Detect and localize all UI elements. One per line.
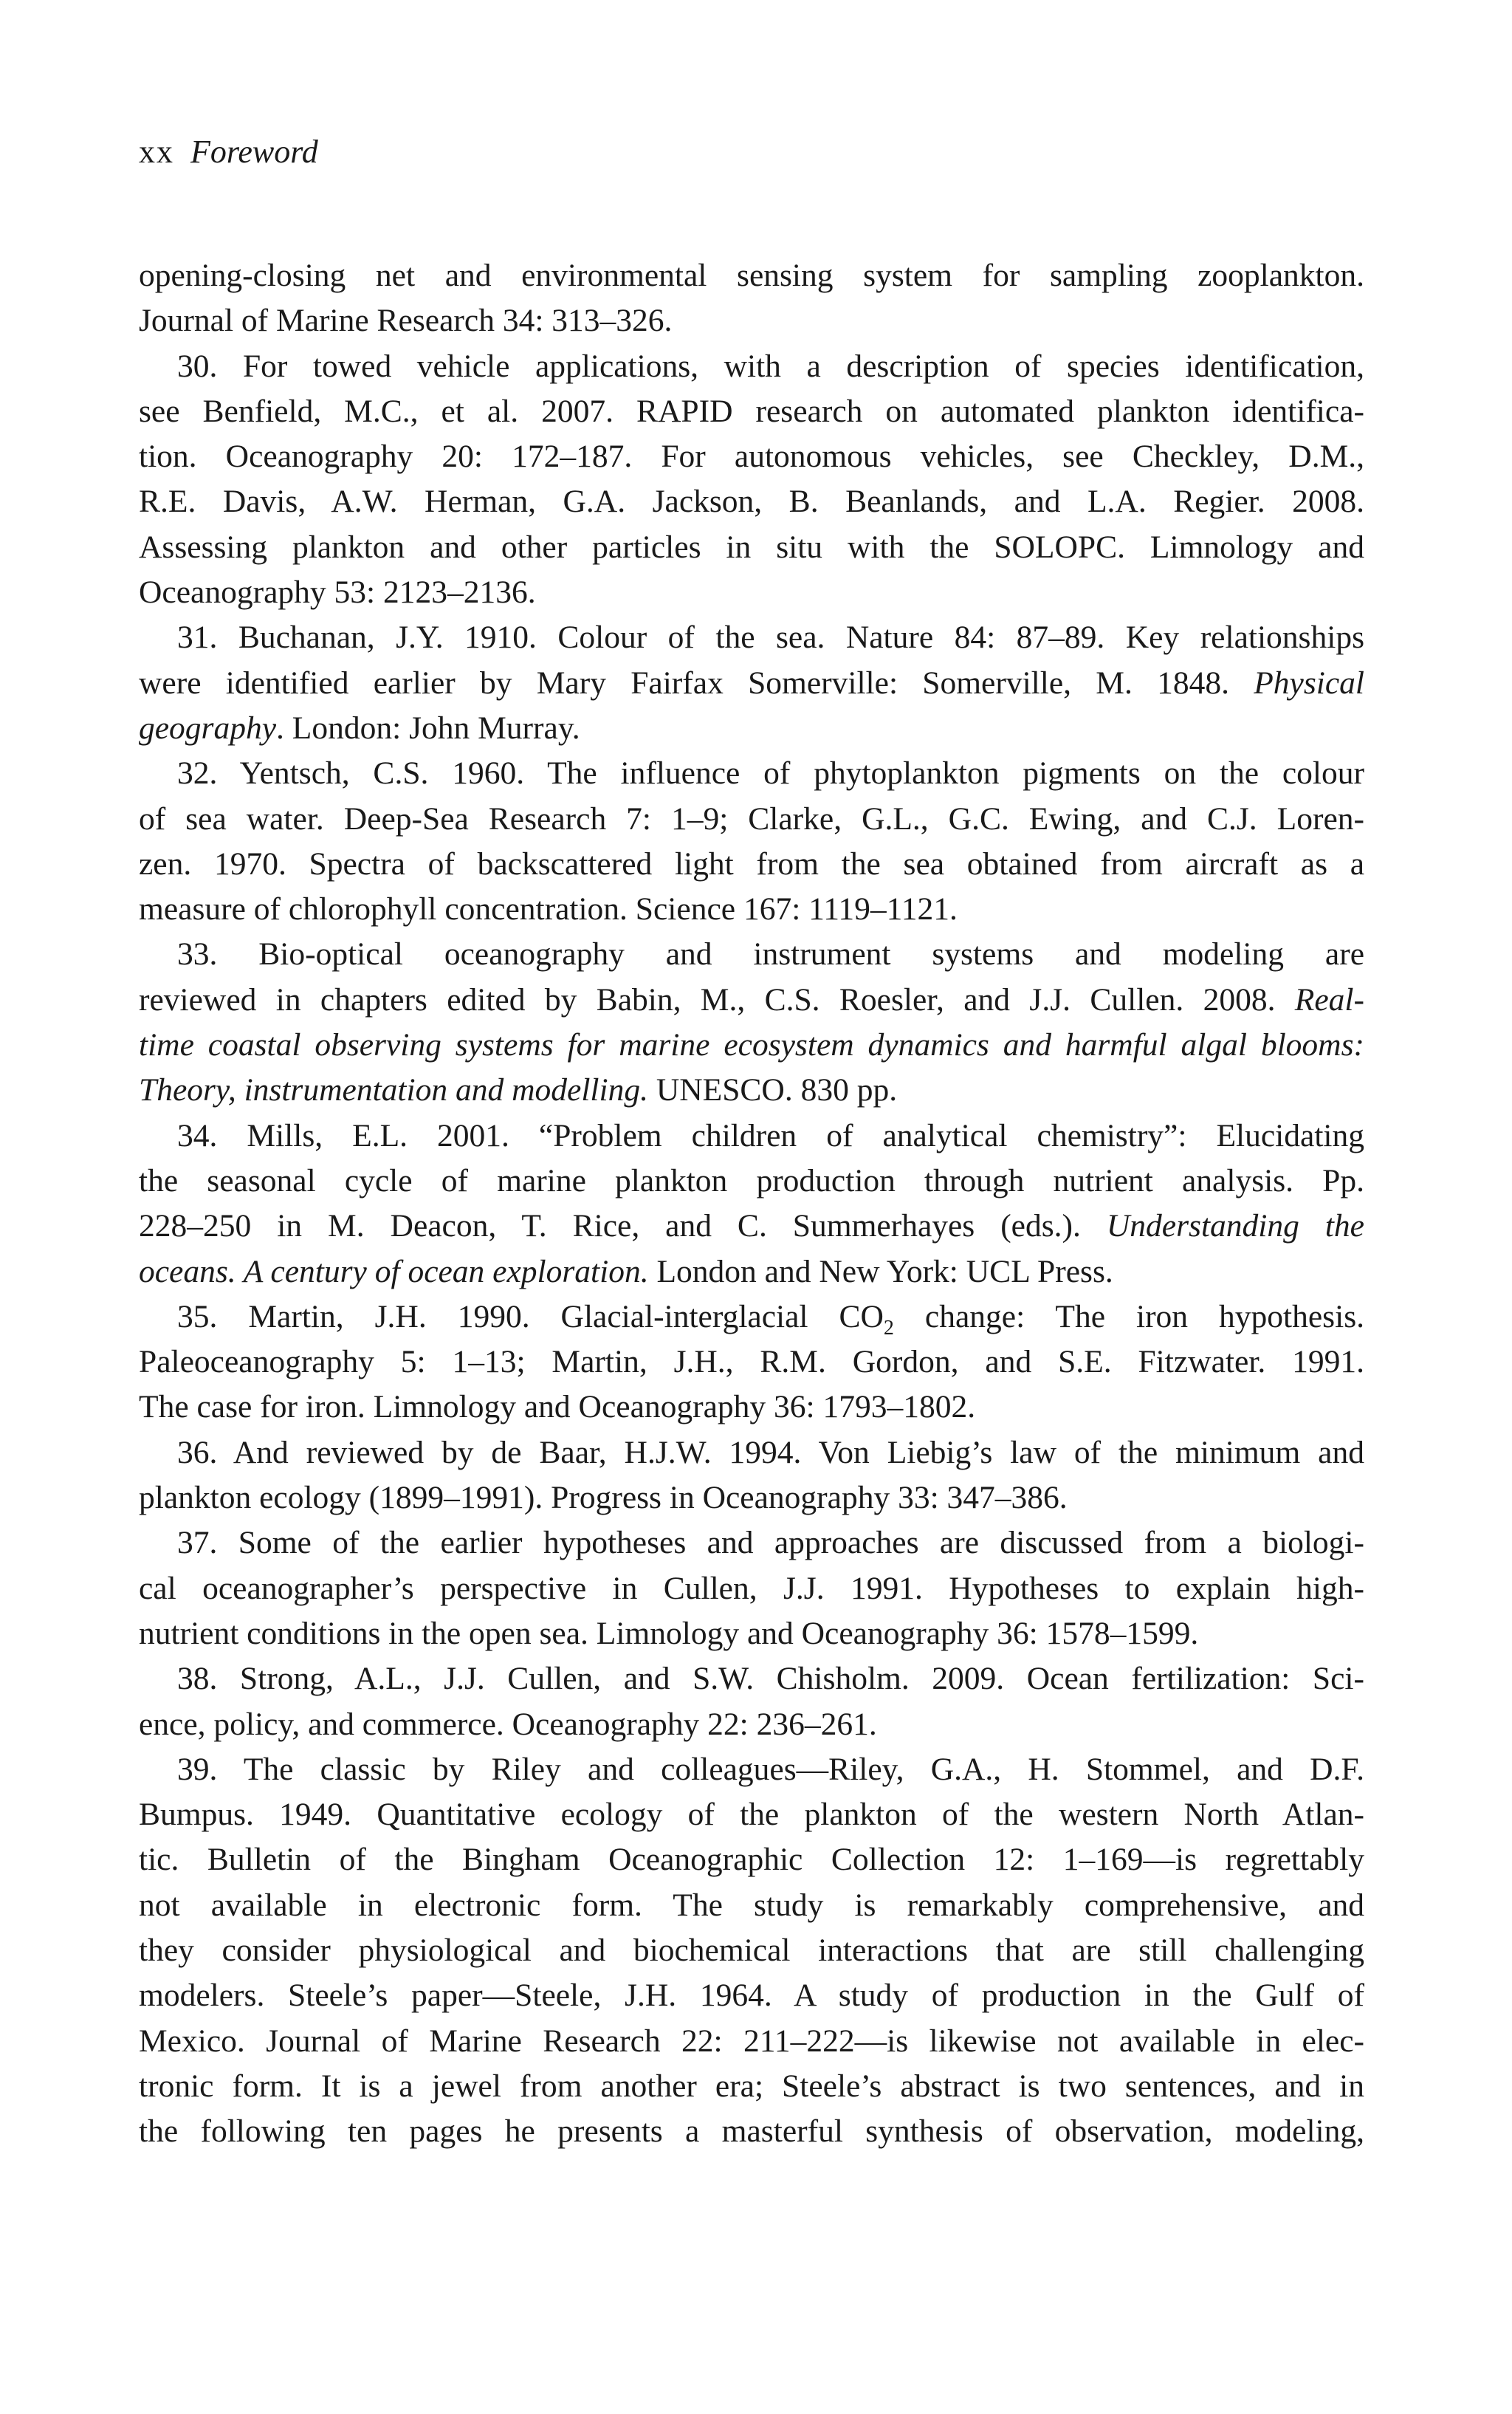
text-segment: 33. Bio-optical oceanography and instrument systems and modeling are [177, 936, 1364, 973]
text-line [139, 1023, 1364, 1068]
text-segment: London and New York: UCL Press. [648, 1253, 1113, 1289]
text-segment: Oceanography 53: 2123–2136. [139, 575, 536, 611]
text-segment: Bumpus. 1949. Quantitative ecology of the plankton of the western North Atlan- [139, 1797, 1364, 1833]
italic-text: oceans. A century of ocean exploration. [139, 1253, 649, 1289]
italic-text: Theory, instrumentation and modelling. [139, 1072, 648, 1108]
text-line [139, 1430, 1364, 1475]
text-segment: nutrient conditions in the open sea. Limnology and Oceanography 36: 1578–1599. [139, 1615, 1199, 1651]
text-segment: tion. Oceanography 20: 172–187. For autonomous vehicles, see Checkley, D.M., [139, 439, 1364, 475]
text-line [139, 570, 1364, 615]
text-line [139, 1068, 1364, 1113]
text-line [139, 525, 1364, 570]
text-line [139, 1611, 1364, 1656]
text-segment: The case for iron. Limnology and Oceanography 36: 1793–1802. [139, 1389, 976, 1425]
text-line [139, 1475, 1364, 1520]
text-line [139, 2064, 1364, 2109]
text-line [139, 1973, 1364, 2018]
text-segment: 35. Martin, J.H. 1990. Glacial-interglacial CO [177, 1298, 884, 1334]
text-line [139, 615, 1364, 660]
subscript-text: 2 [883, 1316, 894, 1340]
italic-text: time coastal observing systems for marine ecosystem dynamics and harmful algal blooms: [139, 1027, 1364, 1063]
text-line [139, 1928, 1364, 1973]
page-number: xx [139, 134, 174, 170]
text-segment: 37. Some of the earlier hypotheses and approaches are discussed from a biologi- [177, 1525, 1364, 1561]
text-line [139, 661, 1364, 706]
text-line [139, 1249, 1364, 1295]
text-line [139, 434, 1364, 479]
text-line [139, 797, 1364, 842]
text-segment: ence, policy, and commerce. Oceanography 22: 236–261. [139, 1706, 877, 1742]
text-line [139, 1520, 1364, 1566]
text-segment: modelers. Steele’s paper—Steele, J.H. 1964. A study of production in the Gulf of [139, 1978, 1364, 2014]
italic-text: geography [139, 710, 277, 746]
text-segment: they consider physiological and biochemical interactions that are still challenging [139, 1932, 1364, 1968]
text-line [139, 1295, 1364, 1340]
text-line [139, 1792, 1364, 1837]
text-line [139, 1883, 1364, 1928]
text-line [139, 706, 1364, 751]
text-segment: measure of chlorophyll concentration. Science 167: 1119–1121. [139, 891, 958, 927]
text-line [139, 1204, 1364, 1249]
text-segment: Mexico. Journal of Marine Research 22: 211–222—is likewise not available in elec- [139, 2023, 1364, 2059]
text-segment: cal oceanographer’s perspective in Cullen, J.J. 1991. Hypotheses to explain high- [139, 1570, 1364, 1606]
text-segment: opening-closing net and environmental sensing system for sampling zooplankton. [139, 258, 1364, 293]
text-segment: change: The iron hypothesis. [893, 1298, 1364, 1334]
text-line [139, 751, 1364, 796]
text-line [139, 887, 1364, 932]
text-segment: 34. Mills, E.L. 2001. “Problem children of analytical chemistry”: Elucidating [177, 1117, 1364, 1153]
text-segment: 31. Buchanan, J.Y. 1910. Colour of the sea. Nature 84: 87–89. Key relationships [177, 620, 1364, 656]
text-segment: 36. And reviewed by de Baar, H.J.W. 1994. Von Liebig’s law of the minimum and [177, 1434, 1364, 1470]
text-segment: Journal of Marine Research 34: 313–326. [139, 303, 673, 339]
text-line [139, 1340, 1364, 1385]
text-segment: were identified earlier by Mary Fairfax Somerville: Somerville, M. 1848. [139, 665, 1254, 701]
italic-text: Real- [1294, 981, 1364, 1018]
italic-text: Understanding the [1106, 1208, 1364, 1244]
text-segment: see Benfield, M.C., et al. 2007. RAPID research on automated plankton identifica- [139, 393, 1364, 429]
text-line [139, 1566, 1364, 1611]
text-line [139, 1385, 1364, 1430]
italic-text: Physical [1254, 665, 1364, 701]
text-line [139, 978, 1364, 1023]
text-segment: 32. Yentsch, C.S. 1960. The influence of phytoplankton pigments on the colour [177, 755, 1364, 792]
text-line [139, 932, 1364, 977]
text-line [139, 389, 1364, 434]
text-segment: Paleoceanography 5: 1–13; Martin, J.H., R.M. Gordon, and S.E. Fitzwater. 1991. [139, 1344, 1364, 1380]
running-head [139, 131, 318, 173]
text-segment: not available in electronic form. The study is remarkably comprehensive, and [139, 1887, 1364, 1923]
text-segment: the seasonal cycle of marine plankton production through nutrient analysis. Pp. [139, 1162, 1364, 1199]
text-segment: tic. Bulletin of the Bingham Oceanographic Collection 12: 1–169—is regrettably [139, 1842, 1364, 1878]
text-segment: 39. The classic by Riley and colleagues—Riley, G.A., H. Stommel, and D.F. [177, 1751, 1364, 1787]
text-segment: . London: John Murray. [276, 710, 580, 746]
text-line [139, 2019, 1364, 2064]
text-segment: 30. For towed vehicle applications, with a description of species identification, [177, 348, 1364, 384]
text-line [139, 1747, 1364, 1792]
text-line [139, 2109, 1364, 2154]
text-line [139, 1114, 1364, 1159]
text-segment: reviewed in chapters edited by Babin, M., C.S. Roesler, and J.J. Cullen. 2008. [139, 981, 1295, 1018]
text-line [139, 253, 1364, 298]
footnotes-body [139, 253, 1364, 2154]
section-title: Foreword [190, 134, 318, 170]
text-line [139, 1656, 1364, 1701]
text-segment: Assessing plankton and other particles in situ with the SOLOPC. Limnology and [139, 529, 1364, 565]
text-line [139, 1837, 1364, 1882]
text-segment: of sea water. Deep-Sea Research 7: 1–9; Clarke, G.L., G.C. Ewing, and C.J. Loren- [139, 800, 1364, 837]
text-line [139, 1159, 1364, 1204]
text-line [139, 842, 1364, 887]
text-segment: R.E. Davis, A.W. Herman, G.A. Jackson, B. Beanlands, and L.A. Regier. 2008. [139, 484, 1364, 520]
text-segment: plankton ecology (1899–1991). Progress in Oceanography 33: 347–386. [139, 1480, 1068, 1516]
text-line [139, 298, 1364, 343]
text-segment: UNESCO. 830 pp. [647, 1072, 898, 1108]
text-segment: the following ten pages he presents a masterful synthesis of observation, modeling, [139, 2113, 1364, 2150]
text-line [139, 479, 1364, 524]
text-segment: 228–250 in M. Deacon, T. Rice, and C. Summerhayes (eds.). [139, 1208, 1107, 1244]
text-line [139, 1702, 1364, 1747]
text-segment: tronic form. It is a jewel from another era; Steele’s abstract is two sentences, and in [139, 2068, 1364, 2104]
text-segment: zen. 1970. Spectra of backscattered light from the sea obtained from aircraft as a [139, 846, 1364, 882]
text-line [139, 344, 1364, 389]
text-segment: 38. Strong, A.L., J.J. Cullen, and S.W. Chisholm. 2009. Ocean fertilization: Sci- [177, 1661, 1364, 1697]
